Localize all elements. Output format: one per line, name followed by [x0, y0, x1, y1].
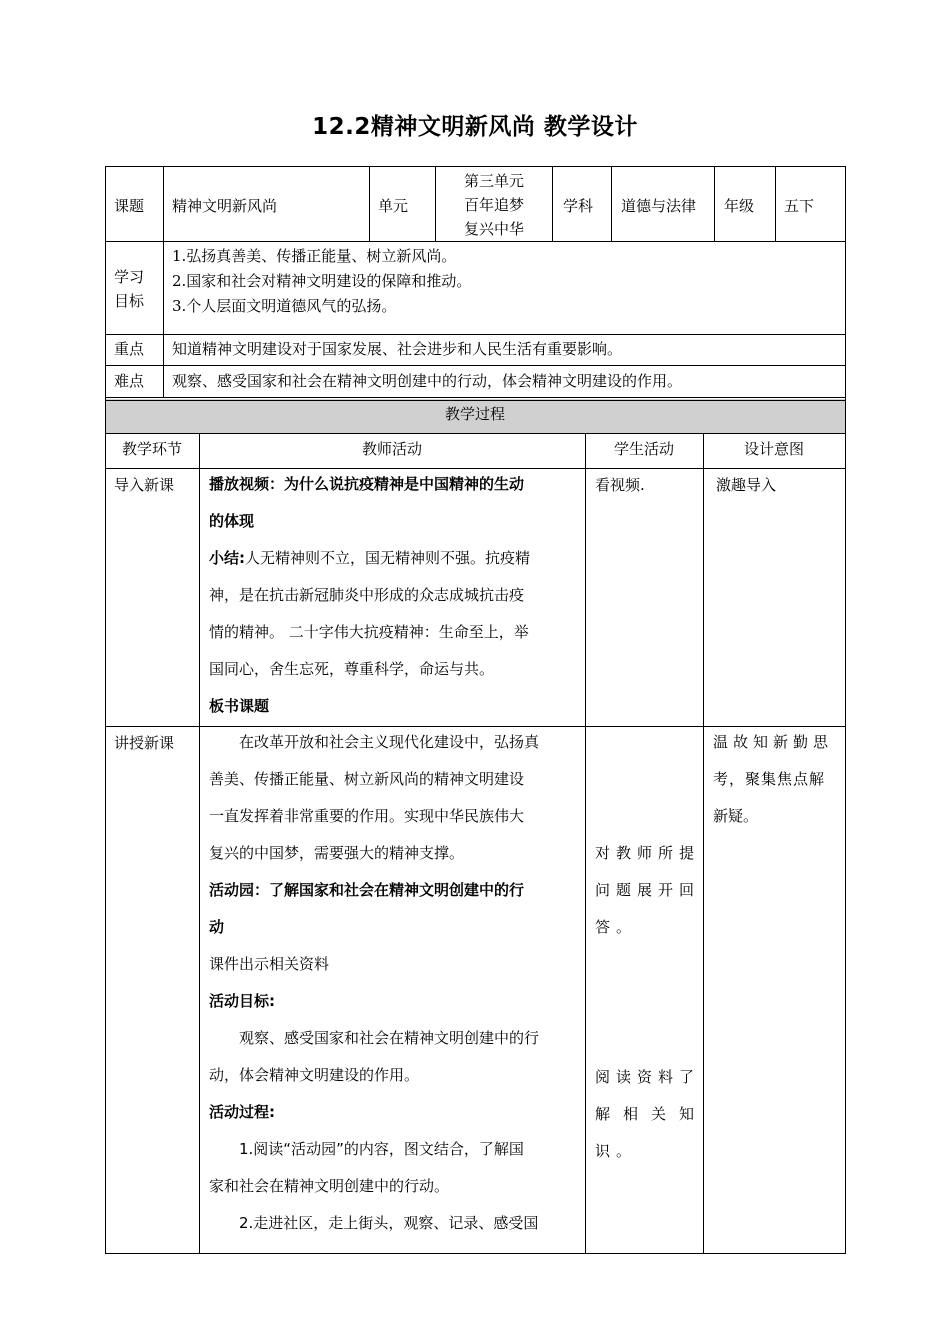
subject-value: 道德与法律: [621, 197, 697, 215]
table-line: [105, 334, 846, 335]
teacher-line: 活动园：了解国家和社会在精神文明创建中的行: [209, 881, 525, 899]
teacher-line: 一直发挥着非常重要的作用。实现中华民族伟大: [209, 807, 525, 825]
table-line: [105, 365, 846, 366]
goal-item-text: 2.国家和社会对精神文明建设的保障和推动。: [172, 272, 472, 290]
teacher-activity-intro: [209, 466, 530, 725]
teacher-line: 国同心，舍生忘死，尊重科学，命运与共。: [209, 660, 495, 678]
teacher-activity-new-lesson: [209, 724, 539, 1242]
summary-prefix: 小结:: [209, 549, 245, 567]
table-border-right: [845, 166, 846, 1254]
subject-label: 学科: [563, 197, 594, 215]
intent-line: 新疑。: [713, 807, 759, 825]
student-line: 阅读资料了: [595, 1068, 701, 1086]
goals-label-line: 目标: [114, 292, 145, 310]
teacher-line: 活动过程:: [209, 1103, 275, 1121]
teacher-line: 动，体会精神文明建设的作用。: [209, 1066, 420, 1084]
teacher-line: 善美、传播正能量、树立新风尚的精神文明建设: [209, 770, 525, 788]
goal-item-text: 3.个人层面文明道德风气的弘扬。: [172, 297, 397, 315]
difficulty-label: 难点: [114, 372, 145, 390]
goal-item: [172, 297, 396, 315]
teacher-line: 动: [209, 918, 225, 936]
student-activity-read: [595, 1059, 707, 1170]
teacher-line: 板书课题: [209, 697, 270, 715]
teacher-line: 2.走进社区，走上街头，观察、记录、感受国: [209, 1214, 539, 1232]
column-header-student: 学生活动: [613, 440, 674, 458]
topic-label: 课题: [114, 197, 145, 215]
goals-label-line: 学习: [114, 268, 145, 286]
table-line: [105, 433, 846, 434]
table-line: [163, 166, 164, 398]
teacher-line: 的体现: [209, 512, 255, 530]
student-line: 解相关知: [595, 1105, 708, 1123]
student-line: 答。: [595, 918, 638, 936]
grade-value: 五下: [784, 197, 815, 215]
intent-line: 考，聚集焦点解: [713, 770, 826, 788]
stage-intro: 导入新课: [114, 476, 175, 494]
table-line: [199, 433, 200, 1254]
intent-line: 温故知新勤思: [713, 733, 834, 751]
unit-value-line: 百年追梦: [463, 196, 524, 214]
student-line: 识。: [595, 1142, 638, 1160]
stage-new-lesson: 讲授新课: [114, 734, 175, 752]
intent-intro: 激趣导入: [716, 476, 777, 494]
table-line: [105, 400, 846, 401]
goal-item: [172, 272, 471, 290]
column-header-teacher: 教师活动: [361, 440, 422, 458]
table-line: [585, 433, 586, 1254]
page-title: 12.2精神文明新风尚 教学设计: [312, 114, 638, 140]
student-line: 问题展开回: [595, 881, 701, 899]
table-border-bottom: [105, 1253, 846, 1254]
teacher-line: 复兴的中国梦，需要强大的精神支撑。: [209, 844, 465, 862]
table-border-left: [105, 166, 106, 1254]
column-header-stage: 教学环节: [121, 440, 182, 458]
column-header-intent: 设计意图: [743, 440, 804, 458]
teacher-line: 播放视频：为什么说抗疫精神是中国精神的生动: [209, 475, 525, 493]
teacher-line: 活动目标:: [209, 992, 275, 1010]
teacher-line: 情的精神。 二十字伟大抗疫精神：生命至上，举: [209, 623, 529, 641]
teacher-line: 在改革开放和社会主义现代化建设中，弘扬真: [209, 733, 540, 751]
teacher-line: 课件出示相关资料: [209, 955, 330, 973]
unit-label: 单元: [378, 197, 409, 215]
teacher-line: 观察、感受国家和社会在精神文明创建中的行: [209, 1029, 540, 1047]
student-activity-answer: [595, 835, 700, 946]
topic-value: 精神文明新风尚: [172, 197, 278, 215]
key-point-label: 重点: [114, 340, 145, 358]
table-line: [552, 166, 553, 242]
teacher-line: [209, 540, 530, 577]
table-line: [369, 166, 370, 242]
table-border-top: [105, 166, 846, 167]
teacher-line: 家和社会在精神文明创建中的行动。: [209, 1177, 450, 1195]
key-point-text: 知道精神文明建设对于国家发展、社会进步和人民生活有重要影响。: [172, 340, 623, 358]
table-line: [714, 166, 715, 242]
teacher-line: 神，是在抗击新冠肺炎中形成的众志成城抗击疫: [209, 586, 525, 604]
intent-new-lesson: [713, 724, 833, 835]
grade-label: 年级: [724, 197, 755, 215]
summary-text: 人无精神则不立，国无精神则不强。抗疫精: [245, 549, 531, 567]
teacher-line: 1.阅读“活动园”的内容，图文结合，了解国: [209, 1140, 524, 1158]
unit-value-line: 复兴中华: [463, 220, 524, 238]
table-line: [611, 166, 612, 242]
student-line: 对教师所提: [595, 844, 701, 862]
goal-item: [172, 247, 456, 265]
table-line: [105, 397, 846, 398]
unit-value-line: 第三单元: [463, 172, 524, 190]
table-line: [105, 241, 846, 242]
student-activity-intro: 看视频.: [595, 476, 645, 494]
difficulty-text: 观察、感受国家和社会在精神文明创建中的行动，体会精神文明建设的作用。: [172, 372, 683, 390]
process-title: 教学过程: [444, 405, 505, 423]
goal-item-text: 1.弘扬真善美、传播正能量、树立新风尚。: [172, 247, 457, 265]
table-line: [775, 166, 776, 242]
